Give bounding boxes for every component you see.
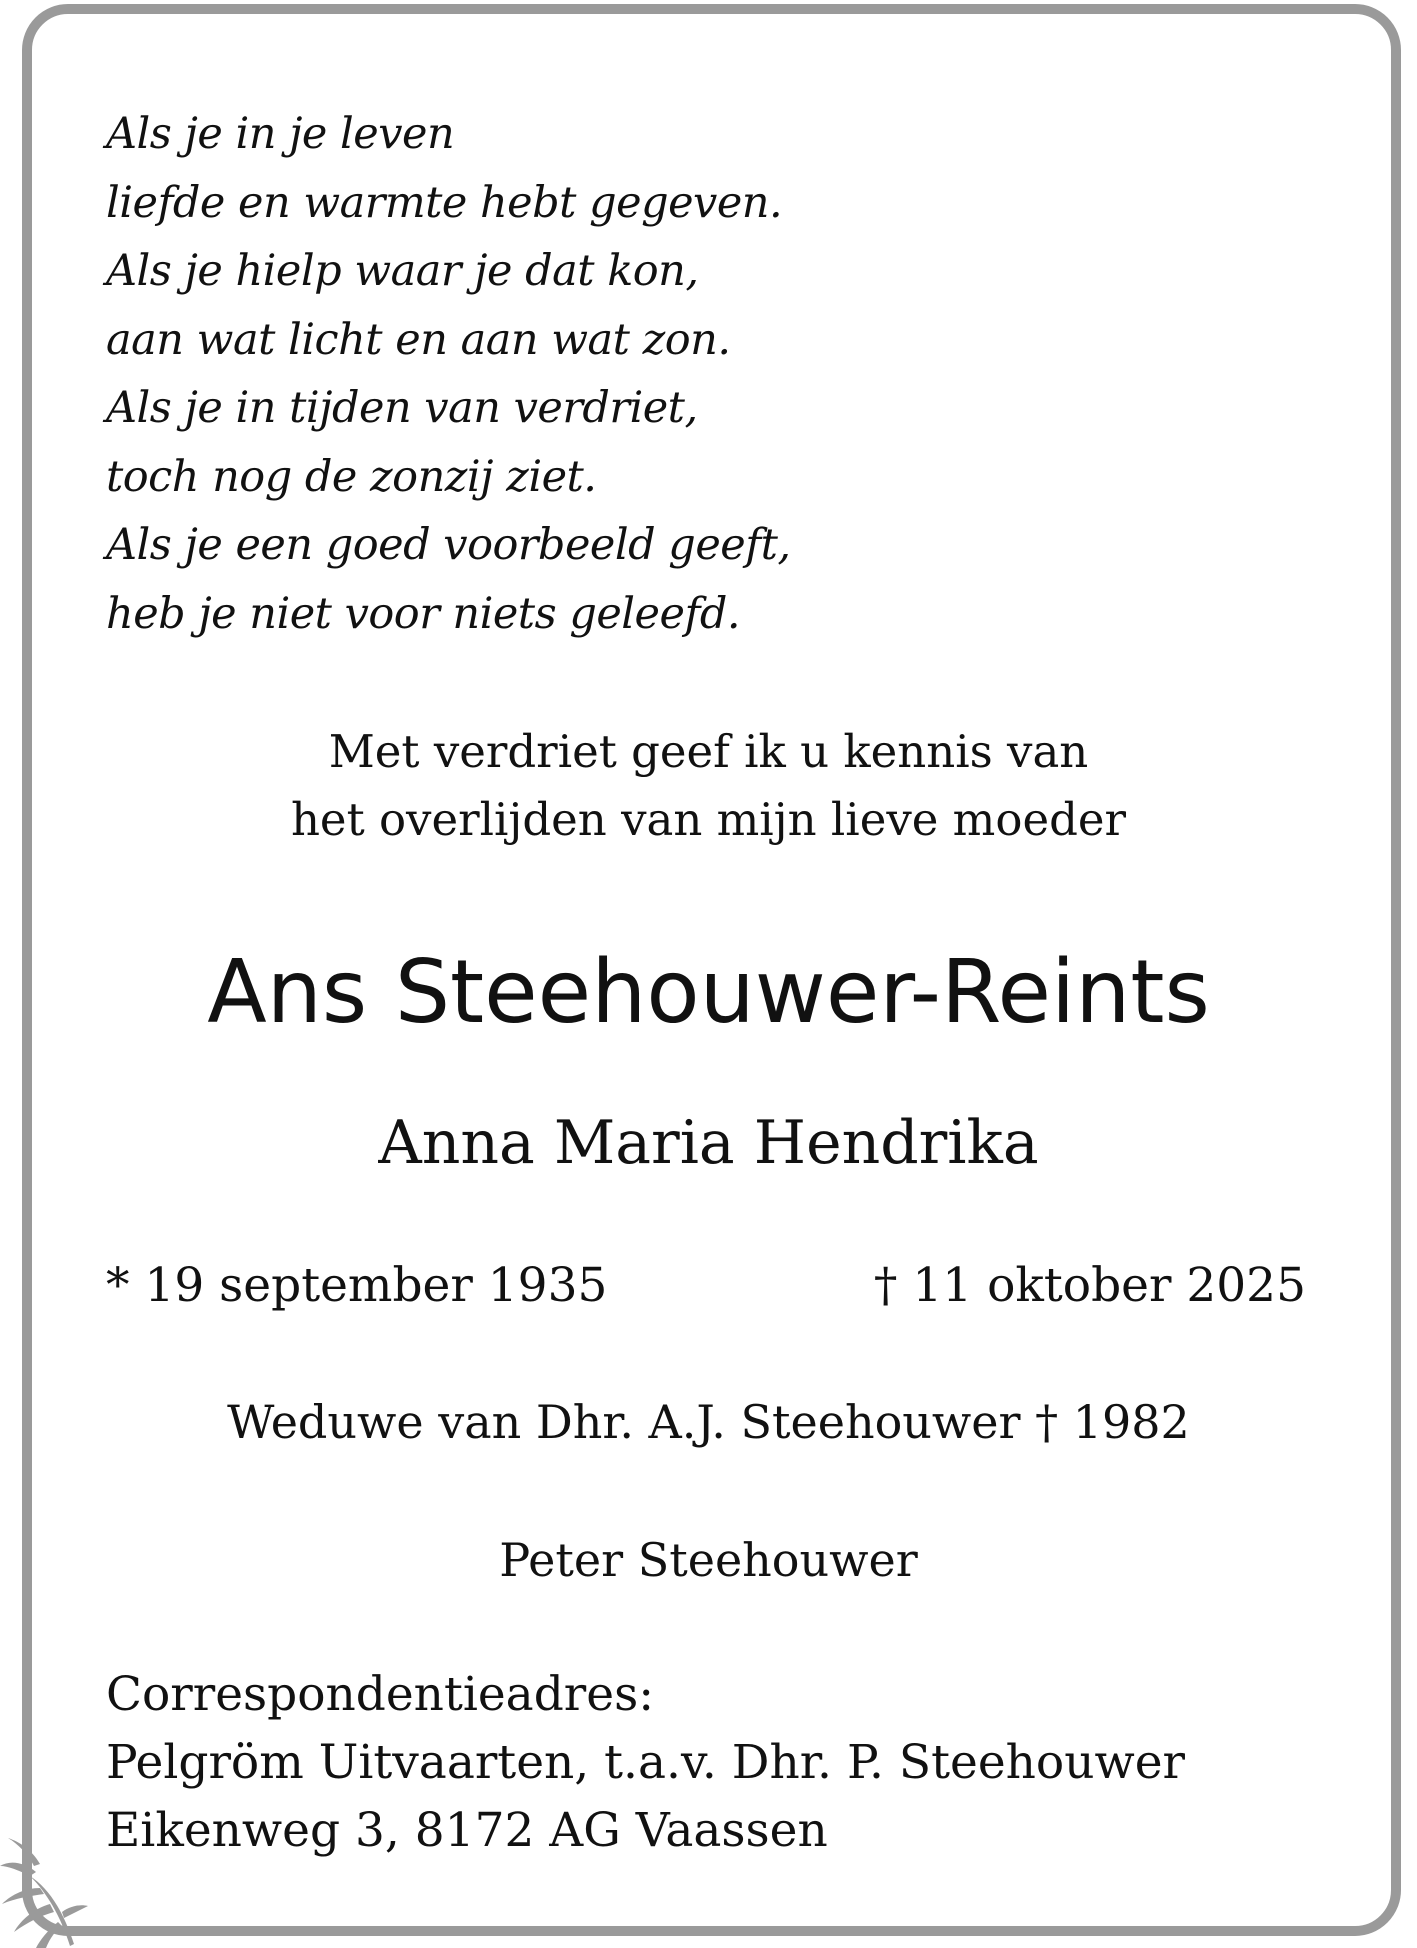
announcement-line: het overlijden van mijn lieve moeder bbox=[290, 793, 1127, 846]
poem-line: aan wat licht en aan wat zon. bbox=[106, 314, 731, 365]
poem-line: Als je hielp waar je dat kon, bbox=[106, 246, 699, 296]
poem-line: Als je in tijden van verdriet, bbox=[106, 383, 698, 433]
announcement-line: Met verdriet geef ik u kennis van bbox=[328, 725, 1089, 778]
address-line: Pelgröm Uitvaarten, t.a.v. Dhr. P. Steehouwer bbox=[106, 1735, 1185, 1790]
life-dates bbox=[106, 1254, 1306, 1318]
signatory: Peter Steehouwer bbox=[499, 1533, 918, 1587]
poem-line: Als je een goed voorbeeld geeft, bbox=[106, 520, 791, 570]
leaf-sprig-icon bbox=[0, 1826, 100, 1948]
given-names: Anna Maria Hendrika bbox=[378, 1108, 1039, 1178]
widow-line: Weduwe van Dhr. A.J. Steehouwer † 1982 bbox=[227, 1395, 1190, 1449]
poem-line: liefde en warmte hebt gegeven. bbox=[106, 177, 783, 228]
birth-date: * 19 september 1935 bbox=[106, 1258, 608, 1313]
address-line: Correspondentieadres: bbox=[106, 1667, 655, 1722]
correspondence-address bbox=[106, 1661, 1356, 1865]
deceased-name: Ans Steehouwer-Reints bbox=[207, 941, 1210, 1043]
death-date: † 11 oktober 2025 bbox=[873, 1258, 1306, 1313]
poem-line: Als je in je leven bbox=[106, 109, 455, 159]
address-line: Eikenweg 3, 8172 AG Vaassen bbox=[106, 1803, 828, 1858]
poem bbox=[106, 100, 1306, 648]
poem-line: toch nog de zonzij ziet. bbox=[106, 451, 597, 502]
poem-line: heb je niet voor niets geleefd. bbox=[106, 588, 741, 639]
announcement bbox=[0, 718, 1417, 854]
